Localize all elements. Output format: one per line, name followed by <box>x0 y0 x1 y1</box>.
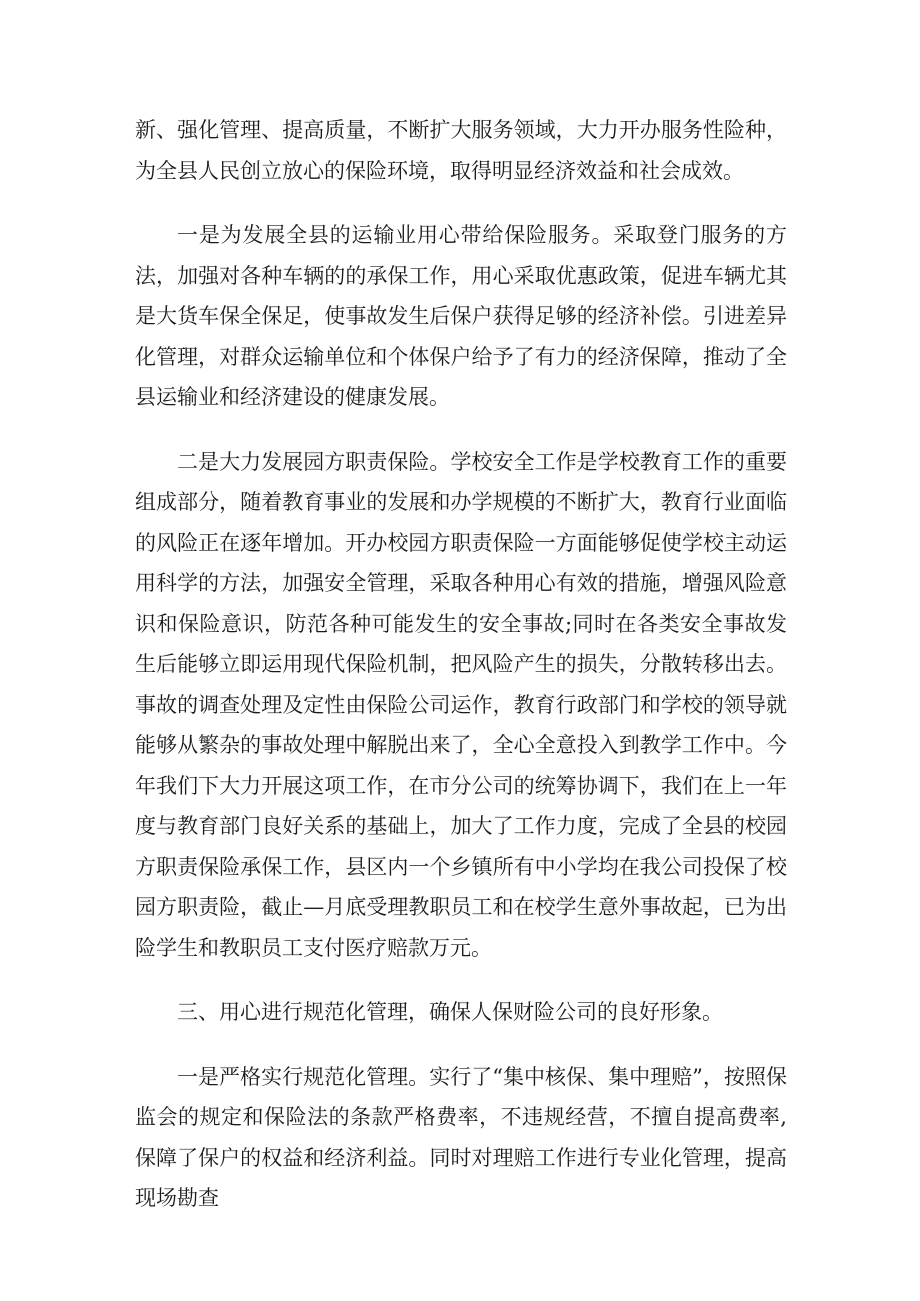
paragraph-continued: 新、强化管理、提高质量，不断扩大服务领域，大力开办服务性险种，为全县人民创立放心的保险环境，取得明显经济效益和社会成效。 <box>135 118 787 183</box>
paragraph-transport-insurance: 一是为发展全县的运输业用心带给保险服务。采取登门服务的方法，加强对各种车辆的的承保工作，用心采取优惠政策，促进车辆尤其是大货车保全保足，使事故发生后保户获得足够的经济补偿。引进差异化管理，对群众运输单位和个体保户给予了有力的经济保障，推动了全县运输业和经济建设的健康发展。 <box>135 223 787 409</box>
document-body <box>135 110 787 1243</box>
paragraph-strict-standardization: 一是严格实行规范化管理。实行了“集中核保、集中理赔”，按照保监会的规定和保险法的条款严格费率，不违规经营，不擅自提高费率,保障了保户的权益和经济利益。同时对理赔工作进行专业化管理，提高现场勘查 <box>135 1064 787 1210</box>
paragraph-campus-liability-insurance: 二是大力发展园方职责保险。学校安全工作是学校教育工作的重要组成部分，随着教育事业的发展和办学规模的不断扩大，教育行业面临的风险正在逐年增加。开办校园方职责保险一方面能够促使学校主动运用科学的方法，加强安全管理，采取各种用心有效的措施，增强风险意识和保险意识，防范各种可能发生的安全事故;同时在各类安全事故发生后能够立即运用现代保险机制，把风险产生的损失，分散转移出去。事故的调查处理及定性由保险公司运作，教育行政部门和学校的领导就能够从繁杂的事故处理中解脱出来了，全心全意投入到教学工作中。今年我们下大力开展这项工作，在市分公司的统筹协调下，我们在上一年度与教育部门良好关系的基础上，加大了工作力度，完成了全县的校园方职责保险承保工作，县区内一个乡镇所有中小学均在我公司投保了校园方职责险，截止—月底受理教职员工和在校学生意外事故起，已为出险学生和教职员工支付医疗赔款万元。 <box>135 449 787 960</box>
section-heading-standardized-management: 三、用心进行规范化管理，确保人保财险公司的良好形象。 <box>177 1000 723 1024</box>
